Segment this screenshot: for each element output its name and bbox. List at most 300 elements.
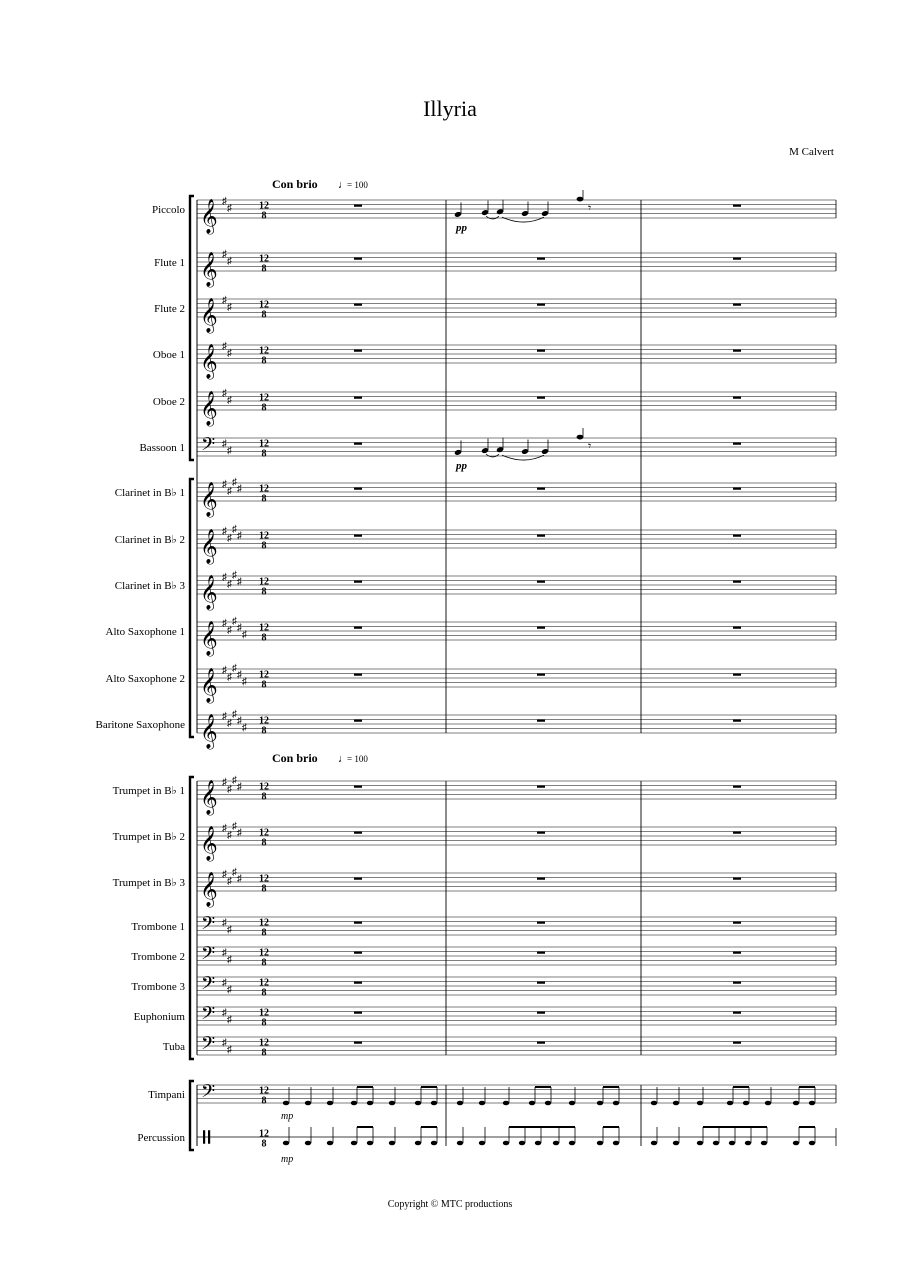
time-sig-denominator: 8 bbox=[261, 1138, 267, 1150]
bass-clef-icon: 𝄢 bbox=[201, 1080, 216, 1106]
staff-19 bbox=[197, 1007, 836, 1025]
whole-rest-icon bbox=[733, 627, 741, 629]
key-sharp-icon: ♯ bbox=[227, 485, 232, 497]
whole-rest-icon bbox=[733, 832, 741, 834]
key-sharp-icon: ♯ bbox=[227, 347, 232, 359]
key-sharp-icon: ♯ bbox=[227, 783, 232, 795]
note-head bbox=[519, 1141, 525, 1146]
time-sig-denominator: 8 bbox=[261, 210, 267, 222]
time-sig-numerator: 12 bbox=[259, 438, 269, 450]
staff-5 bbox=[197, 392, 836, 410]
note-head bbox=[503, 1141, 509, 1146]
percussion-clef-icon bbox=[203, 1130, 205, 1144]
key-sharp-icon: ♯ bbox=[222, 1037, 227, 1049]
whole-rest-icon bbox=[354, 627, 362, 629]
key-sharp-icon: ♯ bbox=[227, 532, 232, 544]
treble-clef-icon: 𝄞 bbox=[200, 253, 218, 286]
key-sharp-icon: ♯ bbox=[237, 669, 242, 681]
key-sharp-icon: ♯ bbox=[227, 984, 232, 996]
instrument-name: Clarinet in B♭ 3 bbox=[114, 580, 185, 592]
time-sig-denominator: 8 bbox=[261, 725, 267, 737]
note-head bbox=[697, 1141, 703, 1146]
time-sig-numerator: 12 bbox=[259, 1128, 269, 1140]
whole-rest-icon bbox=[537, 304, 545, 306]
key-sharp-icon: ♯ bbox=[222, 341, 227, 352]
instrument-name: Trumpet in B♭ 3 bbox=[112, 877, 185, 889]
whole-rest-icon bbox=[733, 535, 741, 537]
key-sharp-icon: ♯ bbox=[222, 479, 227, 490]
time-sig-numerator: 12 bbox=[259, 715, 269, 727]
whole-rest-icon bbox=[733, 1012, 741, 1014]
key-sharp-icon: ♯ bbox=[232, 523, 237, 535]
time-sig-numerator: 12 bbox=[259, 1085, 269, 1097]
time-sig-denominator: 8 bbox=[261, 263, 267, 275]
key-sharp-icon: ♯ bbox=[232, 615, 237, 627]
whole-rest-icon bbox=[537, 258, 545, 260]
whole-rest-icon bbox=[537, 878, 545, 880]
instrument-name: Piccolo bbox=[152, 204, 185, 216]
tempo-value: = 100 bbox=[347, 754, 368, 764]
key-sharp-icon: ♯ bbox=[227, 829, 232, 841]
whole-rest-icon bbox=[354, 205, 362, 207]
key-sharp-icon: ♯ bbox=[227, 394, 232, 406]
note-head bbox=[577, 435, 584, 440]
quarter-note-icon: ♩ bbox=[338, 179, 349, 191]
note-head bbox=[305, 1141, 311, 1146]
time-sig-denominator: 8 bbox=[261, 927, 267, 939]
whole-rest-icon bbox=[354, 350, 362, 352]
treble-clef-icon: 𝄞 bbox=[200, 576, 218, 609]
key-sharp-icon: ♯ bbox=[242, 629, 247, 641]
key-sharp-icon: ♯ bbox=[222, 665, 227, 676]
time-sig-numerator: 12 bbox=[259, 669, 269, 681]
key-sharp-icon: ♯ bbox=[222, 388, 227, 399]
note-head bbox=[793, 1141, 799, 1146]
staff-10 bbox=[197, 622, 836, 640]
whole-rest-icon bbox=[733, 922, 741, 924]
time-sig-numerator: 12 bbox=[259, 253, 269, 265]
treble-clef-icon: 𝄞 bbox=[200, 299, 218, 332]
whole-rest-icon bbox=[354, 878, 362, 880]
key-sharp-icon: ♯ bbox=[232, 662, 237, 674]
time-sig-numerator: 12 bbox=[259, 299, 269, 311]
eighth-rest-icon: 𝄾 bbox=[588, 201, 592, 215]
time-sig-numerator: 12 bbox=[259, 947, 269, 959]
key-sharp-icon: ♯ bbox=[222, 572, 227, 583]
treble-clef-icon: 𝄞 bbox=[200, 669, 218, 702]
time-sig-denominator: 8 bbox=[261, 957, 267, 969]
bass-clef-icon: 𝄢 bbox=[201, 942, 216, 968]
whole-rest-icon bbox=[733, 397, 741, 399]
note-head bbox=[535, 1141, 541, 1146]
staff-14 bbox=[197, 827, 836, 845]
note-head bbox=[283, 1101, 289, 1106]
time-sig-denominator: 8 bbox=[261, 837, 267, 849]
whole-rest-icon bbox=[733, 350, 741, 352]
whole-rest-icon bbox=[354, 720, 362, 722]
treble-clef-icon: 𝄞 bbox=[200, 715, 218, 748]
time-sig-numerator: 12 bbox=[259, 345, 269, 357]
whole-rest-icon bbox=[354, 397, 362, 399]
note-head bbox=[457, 1141, 463, 1146]
time-sig-numerator: 12 bbox=[259, 1037, 269, 1049]
instrument-name: Trombone 3 bbox=[131, 981, 185, 993]
tie bbox=[486, 454, 499, 457]
whole-rest-icon bbox=[537, 832, 545, 834]
whole-rest-icon bbox=[354, 922, 362, 924]
composer-name: M Calvert bbox=[789, 146, 834, 158]
note-head bbox=[529, 1101, 535, 1106]
treble-clef-icon: 𝄞 bbox=[200, 345, 218, 378]
whole-rest-icon bbox=[537, 488, 545, 490]
whole-rest-icon bbox=[354, 443, 362, 445]
whole-rest-icon bbox=[354, 535, 362, 537]
dynamic-mp: mp bbox=[281, 1154, 294, 1165]
note-head bbox=[389, 1141, 395, 1146]
whole-rest-icon bbox=[733, 258, 741, 260]
whole-rest-icon bbox=[537, 350, 545, 352]
key-sharp-icon: ♯ bbox=[242, 722, 247, 734]
note-head bbox=[367, 1141, 373, 1146]
note-head bbox=[765, 1101, 771, 1106]
note-head bbox=[761, 1141, 767, 1146]
key-sharp-icon: ♯ bbox=[222, 526, 227, 537]
note-head bbox=[727, 1101, 733, 1106]
instrument-name: Percussion bbox=[137, 1132, 185, 1144]
whole-rest-icon bbox=[733, 786, 741, 788]
note-head bbox=[479, 1101, 485, 1106]
key-sharp-icon: ♯ bbox=[237, 483, 242, 495]
woodwind-bracket bbox=[190, 196, 194, 460]
note-head bbox=[389, 1101, 395, 1106]
bass-clef-icon: 𝄢 bbox=[201, 912, 216, 938]
instrument-name: Trombone 2 bbox=[131, 951, 185, 963]
note-head bbox=[367, 1101, 373, 1106]
key-sharp-icon: ♯ bbox=[227, 1014, 232, 1026]
instrument-name: Timpani bbox=[148, 1089, 185, 1101]
whole-rest-icon bbox=[733, 952, 741, 954]
instrument-name: Clarinet in B♭ 1 bbox=[114, 487, 185, 499]
whole-rest-icon bbox=[354, 304, 362, 306]
key-sharp-icon: ♯ bbox=[237, 622, 242, 634]
key-sharp-icon: ♯ bbox=[222, 1007, 227, 1019]
note-head bbox=[351, 1141, 357, 1146]
key-sharp-icon: ♯ bbox=[222, 777, 227, 788]
key-sharp-icon: ♯ bbox=[227, 1044, 232, 1056]
key-sharp-icon: ♯ bbox=[227, 578, 232, 590]
treble-clef-icon: 𝄞 bbox=[200, 873, 218, 906]
staff-3 bbox=[197, 299, 836, 317]
instrument-name: Tuba bbox=[162, 1041, 185, 1053]
instrument-name: Baritone Saxophone bbox=[95, 719, 185, 731]
whole-rest-icon bbox=[537, 397, 545, 399]
whole-rest-icon bbox=[354, 1042, 362, 1044]
note-head bbox=[569, 1141, 575, 1146]
time-sig-numerator: 12 bbox=[259, 392, 269, 404]
note-head bbox=[415, 1101, 421, 1106]
note-head bbox=[809, 1141, 815, 1146]
score-title: Illyria bbox=[423, 96, 477, 121]
time-sig-numerator: 12 bbox=[259, 483, 269, 495]
note-head bbox=[431, 1141, 437, 1146]
key-sharp-icon: ♯ bbox=[227, 301, 232, 313]
staff-20 bbox=[197, 1037, 836, 1055]
staff-7 bbox=[197, 483, 836, 501]
bass-clef-icon: 𝄢 bbox=[201, 972, 216, 998]
whole-rest-icon bbox=[537, 952, 545, 954]
note-head bbox=[479, 1141, 485, 1146]
time-sig-denominator: 8 bbox=[261, 586, 267, 598]
staff-16 bbox=[197, 917, 836, 935]
time-sig-denominator: 8 bbox=[261, 402, 267, 414]
whole-rest-icon bbox=[733, 581, 741, 583]
time-sig-numerator: 12 bbox=[259, 1007, 269, 1019]
whole-rest-icon bbox=[354, 952, 362, 954]
time-sig-denominator: 8 bbox=[261, 632, 267, 644]
note-head bbox=[457, 1101, 463, 1106]
key-sharp-icon: ♯ bbox=[227, 924, 232, 936]
key-sharp-icon: ♯ bbox=[237, 715, 242, 727]
whole-rest-icon bbox=[354, 258, 362, 260]
note-head bbox=[597, 1141, 603, 1146]
instrument-name: Oboe 1 bbox=[152, 349, 185, 361]
time-sig-denominator: 8 bbox=[261, 1017, 267, 1029]
piccolo-melody bbox=[454, 190, 583, 222]
bass-clef-icon: 𝄢 bbox=[201, 1002, 216, 1028]
bassoon-melody bbox=[454, 428, 583, 460]
time-sig-numerator: 12 bbox=[259, 873, 269, 885]
whole-rest-icon bbox=[354, 786, 362, 788]
note-head bbox=[327, 1141, 333, 1146]
whole-rest-icon bbox=[537, 720, 545, 722]
treble-clef-icon: 𝄞 bbox=[200, 392, 218, 425]
instrument-name: Flute 2 bbox=[154, 303, 185, 315]
time-sig-numerator: 12 bbox=[259, 530, 269, 542]
key-sharp-icon: ♯ bbox=[232, 820, 237, 832]
key-sharp-icon: ♯ bbox=[227, 624, 232, 636]
key-sharp-icon: ♯ bbox=[232, 476, 237, 488]
note-head bbox=[431, 1101, 437, 1106]
whole-rest-icon bbox=[537, 535, 545, 537]
time-sig-denominator: 8 bbox=[261, 1095, 267, 1107]
tempo-value: = 100 bbox=[347, 180, 368, 190]
whole-rest-icon bbox=[537, 982, 545, 984]
key-sharp-icon: ♯ bbox=[237, 530, 242, 542]
key-sharp-icon: ♯ bbox=[227, 954, 232, 966]
key-sharp-icon: ♯ bbox=[222, 438, 227, 450]
key-sharp-icon: ♯ bbox=[227, 255, 232, 267]
note-head bbox=[553, 1141, 559, 1146]
time-sig-denominator: 8 bbox=[261, 883, 267, 895]
key-sharp-icon: ♯ bbox=[232, 708, 237, 720]
time-sig-numerator: 12 bbox=[259, 576, 269, 588]
whole-rest-icon bbox=[354, 488, 362, 490]
note-head bbox=[613, 1101, 619, 1106]
key-sharp-icon: ♯ bbox=[242, 676, 247, 688]
whole-rest-icon bbox=[537, 1042, 545, 1044]
key-sharp-icon: ♯ bbox=[232, 569, 237, 581]
key-sharp-icon: ♯ bbox=[227, 875, 232, 887]
key-sharp-icon: ♯ bbox=[222, 249, 227, 260]
note-head bbox=[673, 1141, 679, 1146]
note-head bbox=[809, 1101, 815, 1106]
staff-4 bbox=[197, 345, 836, 363]
note-head bbox=[613, 1141, 619, 1146]
key-sharp-icon: ♯ bbox=[222, 977, 227, 989]
tempo-marking-top: Con brio bbox=[272, 177, 318, 191]
key-sharp-icon: ♯ bbox=[227, 445, 232, 457]
key-sharp-icon: ♯ bbox=[237, 781, 242, 793]
whole-rest-icon bbox=[537, 1012, 545, 1014]
time-sig-denominator: 8 bbox=[261, 309, 267, 321]
key-sharp-icon: ♯ bbox=[222, 869, 227, 880]
whole-rest-icon bbox=[733, 720, 741, 722]
copyright-notice: Copyright © MTC productions bbox=[387, 1199, 513, 1210]
staff-17 bbox=[197, 947, 836, 965]
key-sharp-icon: ♯ bbox=[232, 774, 237, 786]
treble-clef-icon: 𝄞 bbox=[200, 483, 218, 516]
time-sig-numerator: 12 bbox=[259, 781, 269, 793]
note-head bbox=[577, 197, 584, 202]
whole-rest-icon bbox=[733, 488, 741, 490]
note-head bbox=[569, 1101, 575, 1106]
instrument-name: Euphonium bbox=[133, 1011, 185, 1023]
note-head bbox=[503, 1101, 509, 1106]
note-head bbox=[545, 1101, 551, 1106]
note-head bbox=[697, 1101, 703, 1106]
key-sharp-icon: ♯ bbox=[222, 618, 227, 629]
treble-clef-icon: 𝄞 bbox=[200, 200, 218, 233]
time-sig-denominator: 8 bbox=[261, 355, 267, 367]
treble-clef-icon: 𝄞 bbox=[200, 530, 218, 563]
key-sharp-icon: ♯ bbox=[222, 947, 227, 959]
whole-rest-icon bbox=[733, 1042, 741, 1044]
dynamic-mp: mp bbox=[281, 1111, 294, 1122]
whole-rest-icon bbox=[354, 581, 362, 583]
key-sharp-icon: ♯ bbox=[227, 717, 232, 729]
time-sig-denominator: 8 bbox=[261, 987, 267, 999]
eighth-rest-icon: 𝄾 bbox=[588, 439, 592, 453]
staff-12 bbox=[197, 715, 836, 733]
clarinet-sax-bracket bbox=[190, 479, 194, 737]
note-head bbox=[305, 1101, 311, 1106]
note-head bbox=[351, 1101, 357, 1106]
time-sig-denominator: 8 bbox=[261, 679, 267, 691]
whole-rest-icon bbox=[733, 304, 741, 306]
note-head bbox=[283, 1141, 289, 1146]
note-head bbox=[713, 1141, 719, 1146]
key-sharp-icon: ♯ bbox=[222, 823, 227, 834]
note-head bbox=[745, 1141, 751, 1146]
instrument-name: Alto Saxophone 2 bbox=[105, 673, 185, 685]
key-sharp-icon: ♯ bbox=[222, 196, 227, 207]
key-sharp-icon: ♯ bbox=[227, 671, 232, 683]
key-sharp-icon: ♯ bbox=[222, 917, 227, 929]
note-head bbox=[651, 1101, 657, 1106]
instrument-name: Clarinet in B♭ 2 bbox=[114, 534, 185, 546]
instrument-name: Trombone 1 bbox=[131, 921, 185, 933]
staff-1 bbox=[197, 200, 836, 218]
note-head bbox=[673, 1101, 679, 1106]
key-sharp-icon: ♯ bbox=[222, 295, 227, 306]
whole-rest-icon bbox=[537, 786, 545, 788]
bass-clef-icon: 𝄢 bbox=[201, 433, 216, 459]
key-sharp-icon: ♯ bbox=[227, 202, 232, 214]
dynamic-pp: pp bbox=[456, 222, 467, 234]
staff-15 bbox=[197, 873, 836, 891]
staff-13 bbox=[197, 781, 836, 799]
time-sig-numerator: 12 bbox=[259, 827, 269, 839]
percussion-clef-icon bbox=[208, 1130, 210, 1144]
instrument-name: Trumpet in B♭ 1 bbox=[112, 785, 185, 797]
note-head bbox=[597, 1101, 603, 1106]
note-head bbox=[415, 1141, 421, 1146]
note-head bbox=[729, 1141, 735, 1146]
note-head bbox=[327, 1101, 333, 1106]
time-sig-denominator: 8 bbox=[261, 448, 267, 460]
staff-9 bbox=[197, 576, 836, 594]
time-sig-numerator: 12 bbox=[259, 977, 269, 989]
whole-rest-icon bbox=[733, 878, 741, 880]
percussion-notes bbox=[283, 1127, 815, 1145]
time-sig-denominator: 8 bbox=[261, 1047, 267, 1059]
staff-22 bbox=[197, 1128, 836, 1146]
note-head bbox=[793, 1101, 799, 1106]
key-sharp-icon: ♯ bbox=[237, 576, 242, 588]
whole-rest-icon bbox=[354, 982, 362, 984]
whole-rest-icon bbox=[733, 205, 741, 207]
whole-rest-icon bbox=[537, 581, 545, 583]
time-sig-numerator: 12 bbox=[259, 622, 269, 634]
staff-2 bbox=[197, 253, 836, 271]
instrument-name: Alto Saxophone 1 bbox=[105, 626, 185, 638]
whole-rest-icon bbox=[733, 982, 741, 984]
time-sig-denominator: 8 bbox=[261, 493, 267, 505]
tie bbox=[486, 216, 499, 219]
bass-clef-icon: 𝄢 bbox=[201, 1032, 216, 1058]
key-sharp-icon: ♯ bbox=[237, 827, 242, 839]
key-sharp-icon: ♯ bbox=[232, 866, 237, 878]
time-sig-numerator: 12 bbox=[259, 200, 269, 212]
tempo-marking-brass: Con brio bbox=[272, 751, 318, 765]
instrument-name: Oboe 2 bbox=[152, 396, 185, 408]
treble-clef-icon: 𝄞 bbox=[200, 622, 218, 655]
whole-rest-icon bbox=[354, 832, 362, 834]
staff-6 bbox=[197, 438, 836, 456]
whole-rest-icon bbox=[537, 627, 545, 629]
quarter-note-icon: ♩ bbox=[338, 753, 349, 765]
instrument-name: Flute 1 bbox=[154, 257, 185, 269]
time-sig-denominator: 8 bbox=[261, 540, 267, 552]
note-head bbox=[651, 1141, 657, 1146]
instrument-name: Trumpet in B♭ 2 bbox=[112, 831, 185, 843]
instrument-name: Bassoon 1 bbox=[139, 442, 185, 454]
key-sharp-icon: ♯ bbox=[237, 873, 242, 885]
percussion-bracket bbox=[190, 1081, 194, 1150]
dynamic-pp: pp bbox=[456, 460, 467, 472]
whole-rest-icon bbox=[537, 922, 545, 924]
treble-clef-icon: 𝄞 bbox=[200, 781, 218, 814]
note-head bbox=[743, 1101, 749, 1106]
whole-rest-icon bbox=[537, 674, 545, 676]
staff-18 bbox=[197, 977, 836, 995]
time-sig-numerator: 12 bbox=[259, 917, 269, 929]
brass-bracket bbox=[190, 777, 194, 1059]
key-sharp-icon: ♯ bbox=[222, 711, 227, 722]
staff-8 bbox=[197, 530, 836, 548]
staff-11 bbox=[197, 669, 836, 687]
whole-rest-icon bbox=[733, 443, 741, 445]
